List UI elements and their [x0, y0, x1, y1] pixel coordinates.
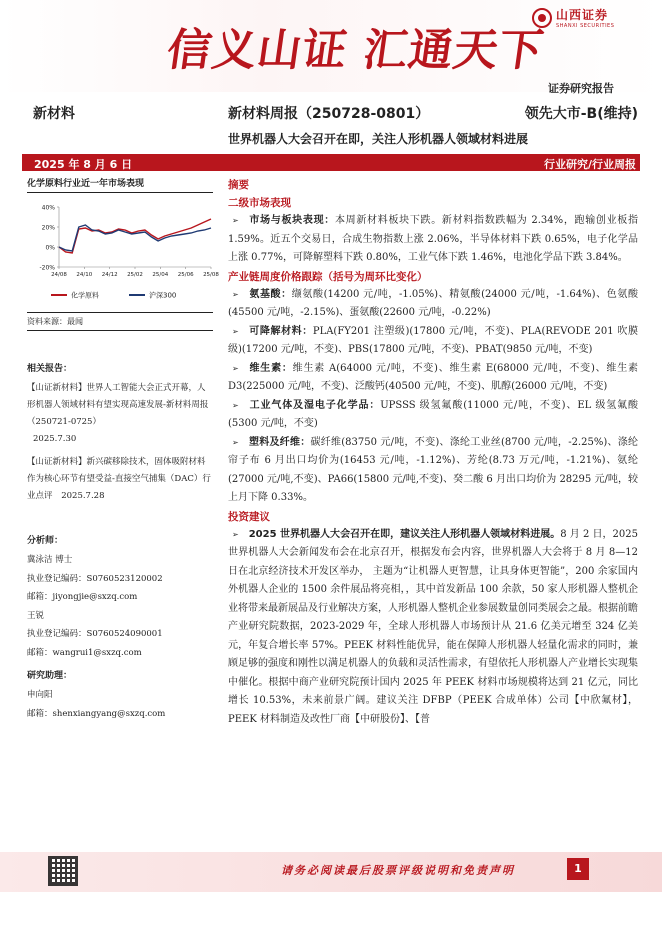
price-item-label: 氨基酸：	[248, 288, 292, 300]
price-item	[228, 323, 638, 360]
company-logo	[532, 6, 614, 29]
related-report-date: 2025.7.28	[61, 491, 105, 501]
market-paragraph	[228, 212, 638, 268]
series-line	[59, 219, 211, 253]
slogan: 信义山证 汇通天下	[163, 25, 548, 76]
price-item-text: 碳纤维(83750 元/吨，不变)、涤纶工业丝(8700 元/吨，-2.25%)、涤纶帘子布 6 月出口均价为(16453 元/吨，-1.12%)、芳纶(8.73 万元/吨，-1.21%)、氨纶(27000 元/吨,不变)、PA66(15800 元/吨,不变)、癸二酸 6 月出口均价为 28295 元/吨，较上月下降 0.33%。	[228, 436, 639, 503]
y-tick-label: -20%	[39, 264, 55, 272]
price-item-text: 维生素 A(64000 元/吨，不变)、维生素 E(68000 元/吨，不变)、维生素 D3(225000 元/吨，不变)、泛酸钙(40500 元/吨，不变)、肌醇(26000 元/吨，不变)	[228, 362, 639, 392]
logo-english: SHANXI SECURITIES	[556, 23, 615, 29]
qr-code-icon	[48, 856, 78, 886]
header-banner	[0, 0, 662, 95]
price-item-text: PLA(FY201 注塑级)(17800 元/吨，不变)、PLA(REVODE 201 吹膜级)(17200 元/吨，不变)、PBS(17800 元/吨，不变)、PBAT(9850 元/吨，不变)	[228, 325, 638, 355]
assistant-email[interactable]: 邮箱：shenxiangyang@sxzq.com	[27, 708, 166, 719]
bullet-arrow-icon: ➢	[232, 216, 239, 225]
bullet-arrow-icon: ➢	[232, 529, 239, 539]
market-text: 本周新材料板块下跌。新材料指数跌幅为 2.34%，跑输创业板指 1.59%。近五个交易日，合成生物指数上涨 2.06%，半导体材料下跌 0.65%，电子化学品上涨 0.77%，可降解塑料下跌 0.80%，工业气体下跌 1.46%，电池化学品下跌 3.84%。	[228, 215, 638, 263]
price-item-label: 维生素：	[248, 362, 293, 374]
invest-heading: 投资建议	[228, 510, 270, 523]
x-tick-label: 25/06	[177, 272, 194, 278]
analyst-email[interactable]: 邮箱：wangrui1@sxzq.com	[27, 647, 142, 658]
disclaimer-link[interactable]: 请务必阅读最后股票评级说明和免责声明	[281, 864, 515, 877]
sidebar	[27, 176, 219, 723]
assistant-name: 申向阳	[27, 690, 53, 700]
sector-label: 新材料	[33, 106, 75, 122]
report-title: 新材料周报（250728-0801）	[228, 106, 430, 122]
bullet-arrow-icon: ➢	[232, 363, 239, 373]
x-tick-label: 24/12	[101, 272, 118, 278]
chart-source: 资料来源：最闻	[27, 316, 213, 331]
x-tick-label: 25/08	[203, 272, 219, 278]
related-report[interactable]	[27, 380, 213, 448]
x-tick-label: 24/08	[51, 272, 67, 278]
analyst-heading: 分析师：	[27, 536, 64, 546]
price-heading: 产业链周度价格跟踪（括号为周环比变化）	[228, 270, 428, 283]
logo-name: 山西证券	[556, 8, 609, 22]
bullet-arrow-icon: ➢	[232, 400, 239, 410]
analyst-reg: 执业登记编码：S0760523120002	[27, 573, 163, 584]
page-number: 1	[567, 858, 589, 880]
legend-label: 化学原料	[71, 291, 99, 300]
y-tick-label: 0%	[45, 244, 55, 252]
price-item	[228, 434, 638, 508]
bullet-arrow-icon: ➢	[232, 326, 239, 336]
x-tick-label: 25/04	[152, 272, 169, 278]
related-report-title: 【山证新材料】新兴碳移除技术，固体吸附材料作为核心环节有望受益-直接空气捕集（DAC）行业点评	[27, 457, 211, 501]
related-heading: 相关报告：	[27, 364, 73, 374]
market-chart	[27, 193, 219, 313]
price-item-label: 工业气体及湿电子化学品：	[248, 399, 381, 411]
price-item	[228, 397, 638, 434]
related-report-date: 2025.7.30	[33, 434, 77, 444]
assistant-heading: 研究助理：	[27, 671, 73, 681]
market-heading: 二级市场表现	[228, 197, 291, 209]
legend-label: 沪深300	[149, 291, 177, 300]
report-subtitle: 世界机器人大会召开在即，关注人形机器人领域材料进展	[228, 132, 529, 146]
invest-label: 2025 世界机器人大会召开在即，建议关注人形机器人领域材料进展。	[248, 528, 561, 540]
chart-title: 化学原料行业近一年市场表现	[27, 176, 213, 193]
logo-icon	[532, 8, 552, 28]
analyst-email[interactable]: 邮箱：jiyongjie@sxzq.com	[27, 592, 138, 602]
report-category: 行业研究/行业周报	[543, 158, 636, 171]
related-report[interactable]	[27, 454, 213, 505]
price-item-label: 可降解材料：	[248, 325, 313, 337]
title-row	[228, 103, 638, 123]
market-label: 市场与板块表现：	[248, 215, 335, 226]
x-tick-label: 24/10	[76, 272, 93, 278]
rating: 领先大市-B(维持)	[524, 106, 638, 122]
chart-svg	[27, 193, 219, 313]
price-item-label: 塑料及纤维：	[248, 436, 311, 448]
analyst-name: 王锐	[27, 610, 45, 621]
y-tick-label: 40%	[41, 204, 55, 212]
analyst-name: 冀泳洁 博士	[27, 555, 73, 565]
analyst-reg: 执业登记编码：S0760524090001	[27, 629, 163, 639]
price-item	[228, 360, 638, 397]
y-tick-label: 20%	[41, 224, 55, 232]
price-item	[228, 286, 638, 323]
summary-heading: 摘要	[228, 179, 249, 191]
invest-text: 8 月 2 日，2025 世界机器人大会新闻发布会在北京召开，根据发布会内容，世界机器人大会将于 8 月 8—12 日在北京经济技术开发区举办， 主题为“让机器人更智慧，让具身体更智能”，200 余家国内外机器人企业的 1500 余件展品将亮相，，其中首发新品 100 余款，50 家人形机器人整机企业将带来最新展品及行业解决方案，人形机器人整机企业参展数量创同类展会之最。根据前瞻产业研究院数据，2023-2029 年，全球人形机器人市场预计从 21.6 亿美元增至 324 亿美元，年复合增长率 57%。PEEK 材料性能优异，能在保障人形机器人轻量化需求的同时，兼顾足够的强度和刚性以满足机器人的负载和灵活性需求，有望依托人形机器人产业增长实现集中催化。根据中商产业研究院预计国内 2025 年 PEEK 材料市场规模将达到 21 亿元，同比增长 10.53%，未来前景广阔。建议关注 DFBP（PEEK 合成单体）公司【中欣氟材】，PEEK 材料制造及改性厂商【中研股份】、【普	[228, 528, 638, 725]
x-tick-label: 25/02	[127, 272, 143, 278]
price-item-text: UPSSS 级氢氟酸(11000 元/吨，不变)、EL 级氢氟酸(5300 元/吨，不变)	[228, 399, 639, 429]
report-type: 证券研究报告	[548, 82, 614, 95]
price-item-text: 缬氨酸(14200 元/吨，-1.05%)、精氨酸(24000 元/吨，-1.64%)、色氨酸(45500 元/吨，-2.15%)、蛋氨酸(22600 元/吨，-0.22%)	[228, 288, 638, 318]
report-date: 2025 年 8 月 6 日	[34, 158, 133, 171]
main-content	[228, 176, 638, 729]
invest-paragraph	[228, 526, 638, 730]
related-report-title: 【山证新材料】世界人工智能大会正式开幕，人形机器人领域材料有望实现高速发展-新材料周报（250721-0725）	[27, 383, 209, 427]
bullet-arrow-icon: ➢	[232, 289, 239, 299]
bullet-arrow-icon: ➢	[232, 437, 239, 447]
